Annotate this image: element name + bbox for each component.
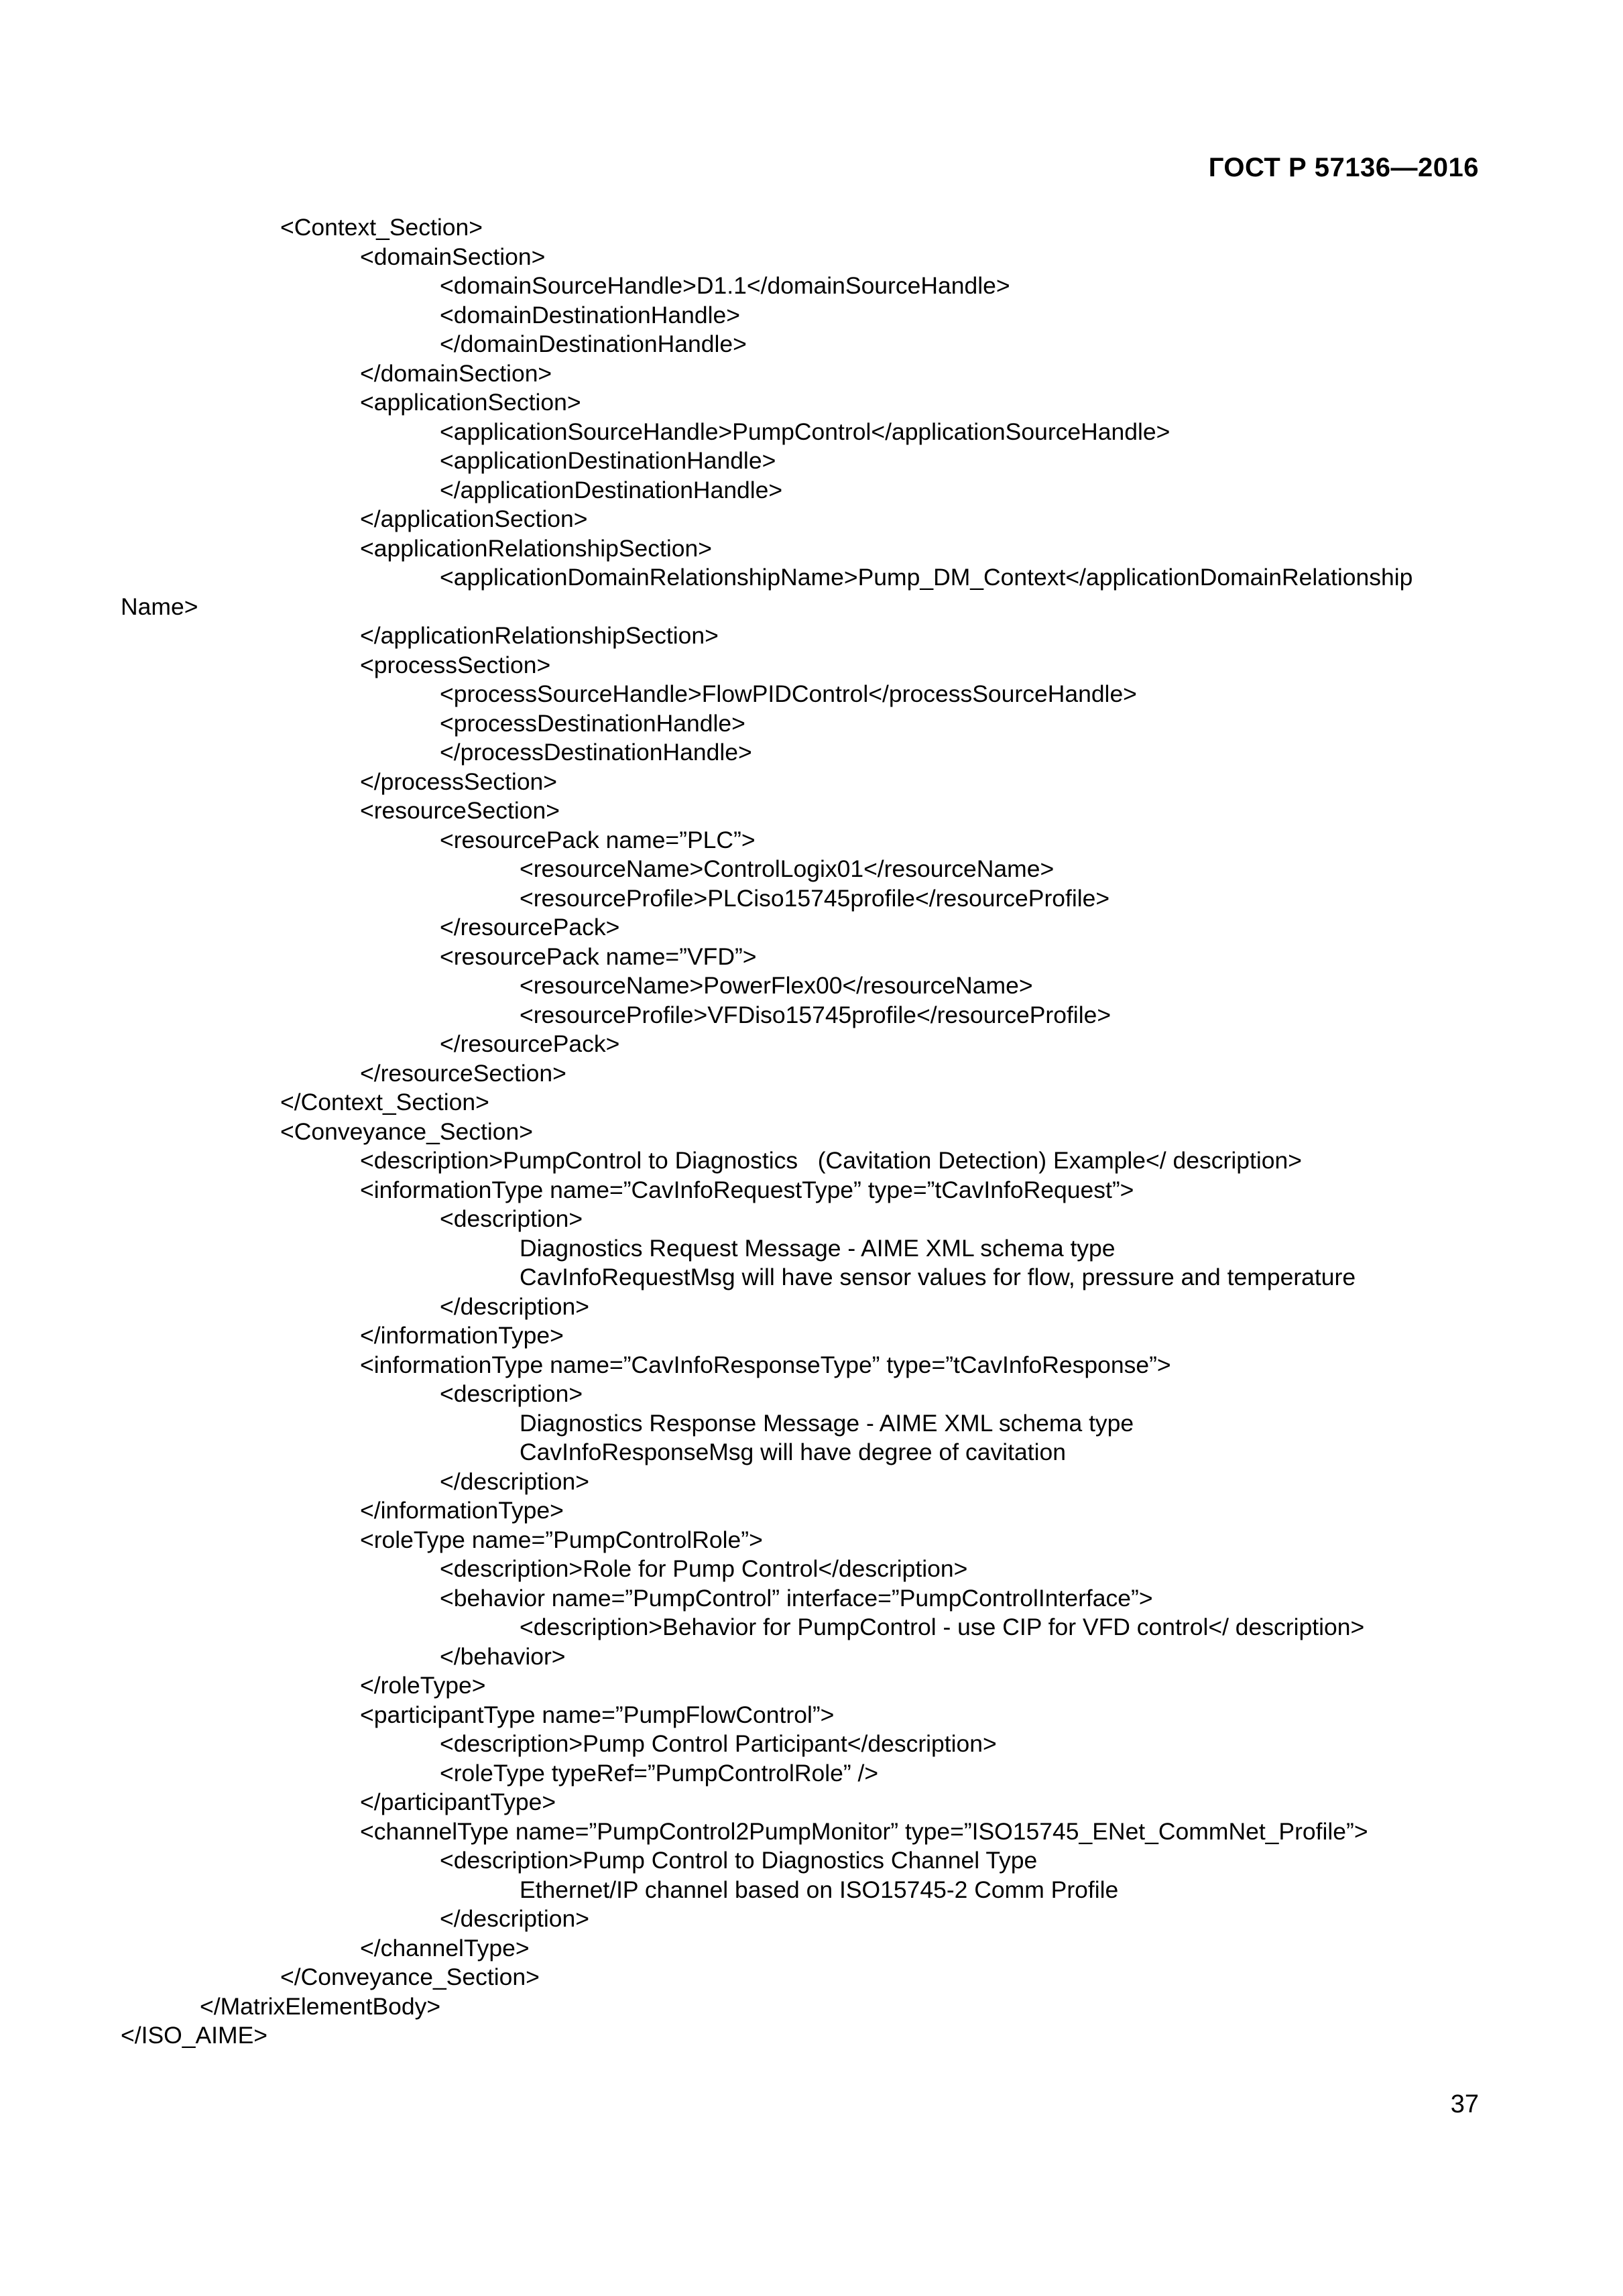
code-line: [0, 884, 1623, 914]
code-line-text: <description>: [440, 1205, 583, 1232]
code-line: [0, 621, 1623, 651]
code-line: [0, 301, 1623, 330]
code-line-text: </roleType>: [360, 1672, 486, 1699]
code-line-text: <participantType name=”PumpFlowControl”>: [360, 1701, 835, 1728]
code-line: [0, 1526, 1623, 1555]
code-line: [0, 2021, 1623, 2051]
code-line: [0, 1701, 1623, 1730]
code-line: [0, 1030, 1623, 1059]
code-line: [0, 476, 1623, 505]
code-line: [0, 651, 1623, 680]
code-line: [0, 1321, 1623, 1351]
code-line-text: Diagnostics Request Message - AIME XML schema type: [520, 1234, 1116, 1262]
code-line-text: <domainDestinationHandle>: [440, 301, 740, 328]
code-line-text: <resourceSection>: [360, 797, 560, 824]
code-line: [0, 418, 1623, 447]
code-line: [0, 1730, 1623, 1759]
code-line: [0, 1846, 1623, 1876]
code-line-text: CavInfoResponseMsg will have degree of cavitation: [520, 1439, 1066, 1465]
code-line: [0, 1496, 1623, 1526]
code-line-text: <processSourceHandle>FlowPIDControl</processSourceHandle>: [440, 680, 1137, 707]
code-line: [0, 1176, 1623, 1205]
code-line: [0, 271, 1623, 301]
code-line: [0, 1876, 1623, 1905]
xml-code-listing: [0, 213, 1623, 2051]
code-line: [0, 1117, 1623, 1147]
code-line: [0, 709, 1623, 739]
code-line-text: <roleType name=”PumpControlRole”>: [360, 1526, 763, 1553]
code-line: [0, 1555, 1623, 1584]
code-line: [0, 1788, 1623, 1817]
code-line-text: </informationType>: [360, 1497, 564, 1524]
code-line-text: </informationType>: [360, 1322, 564, 1349]
code-line-text: <description>Pump Control Participant</description>: [440, 1730, 997, 1757]
code-line-text: <channelType name=”PumpControl2PumpMonitor” type=”ISO15745_ENet_CommNet_Profile”>: [360, 1817, 1368, 1845]
code-line-text: <informationType name=”CavInfoResponseType” type=”tCavInfoResponse”>: [360, 1351, 1171, 1378]
code-line: [0, 534, 1623, 564]
code-line-text: </processDestinationHandle>: [440, 739, 752, 766]
code-line: [0, 1263, 1623, 1292]
code-line-text: <roleType typeRef=”PumpControlRole” />: [440, 1759, 879, 1787]
code-line-text: </applicationRelationshipSection>: [360, 622, 719, 649]
code-line: [0, 1409, 1623, 1439]
code-line: [0, 1380, 1623, 1409]
code-line-text: <resourceProfile>PLCiso15745profile</resourceProfile>: [520, 884, 1110, 912]
code-line-text: <description>Behavior for PumpControl - use CIP for VFD control</ description>: [520, 1614, 1365, 1640]
code-line-text: CavInfoRequestMsg will have sensor values for flow, pressure and temperature: [520, 1264, 1356, 1290]
code-line: [0, 1205, 1623, 1234]
code-line-text: </applicationDestinationHandle>: [440, 476, 783, 503]
code-line: [0, 796, 1623, 826]
code-line-text: <processDestinationHandle>: [440, 709, 745, 737]
code-line-text: <applicationRelationshipSection>: [360, 534, 712, 562]
code-line-text: </description>: [440, 1467, 590, 1495]
code-line: [0, 243, 1623, 272]
code-line-text: <resourceProfile>VFDiso15745profile</resourceProfile>: [520, 1001, 1111, 1028]
code-line-text: <behavior name=”PumpControl” interface=”PumpControlInterface”>: [440, 1584, 1153, 1612]
code-line-text: </description>: [440, 1292, 590, 1320]
code-line-text: </participantType>: [360, 1789, 556, 1815]
code-line: [0, 593, 1623, 622]
code-line-text: </MatrixElementBody>: [200, 1992, 441, 2020]
code-line-text: <applicationSourceHandle>PumpControl</applicationSourceHandle>: [440, 418, 1170, 445]
code-line-text: </resourceSection>: [360, 1059, 566, 1087]
code-line-text: </ISO_AIME>: [121, 2022, 268, 2049]
code-line-text: <description>: [440, 1380, 583, 1407]
code-line-text: <domainSourceHandle>D1.1</domainSourceHandle>: [440, 272, 1010, 299]
code-line: [0, 1584, 1623, 1614]
code-line-text: <description>Pump Control to Diagnostics Channel Type: [440, 1847, 1038, 1874]
code-line: [0, 855, 1623, 884]
code-line-text: <processSection>: [360, 651, 551, 678]
code-line: [0, 680, 1623, 709]
code-line: [0, 826, 1623, 855]
code-line: [0, 1905, 1623, 1934]
code-line: [0, 446, 1623, 476]
code-line-text: Diagnostics Response Message - AIME XML schema type: [520, 1409, 1134, 1437]
code-line: [0, 1292, 1623, 1322]
code-line-text: <Conveyance_Section>: [280, 1117, 533, 1145]
code-line: [0, 1234, 1623, 1264]
code-line-text: Name>: [121, 593, 198, 620]
code-line: [0, 1963, 1623, 1992]
document-header: ГОСТ Р 57136—2016: [1208, 153, 1479, 182]
code-line: [0, 1613, 1623, 1642]
code-line-text: </Conveyance_Section>: [280, 1963, 540, 1990]
code-line: [0, 738, 1623, 768]
code-line: [0, 1438, 1623, 1467]
code-line-text: </Context_Section>: [280, 1089, 489, 1115]
code-line-text: </domainSection>: [360, 359, 552, 387]
code-line: [0, 943, 1623, 972]
code-line-text: <Context_Section>: [280, 214, 483, 241]
code-line-text: <applicationDomainRelationshipName>Pump_DM_Context</applicationDomainRelationship: [440, 564, 1413, 591]
code-line: [0, 213, 1623, 243]
code-line-text: <informationType name=”CavInfoRequestType” type=”tCavInfoRequest”>: [360, 1176, 1134, 1203]
code-line-text: <applicationSection>: [360, 389, 581, 416]
code-line-text: </resourcePack>: [440, 1030, 620, 1057]
code-line: [0, 913, 1623, 943]
code-line-text: <resourceName>PowerFlex00</resourceName>: [520, 972, 1033, 999]
code-line: [0, 768, 1623, 797]
code-line: [0, 1759, 1623, 1789]
code-line: [0, 1467, 1623, 1497]
code-line: [0, 1642, 1623, 1672]
code-line: [0, 359, 1623, 389]
code-line: [0, 505, 1623, 534]
code-line-text: </processSection>: [360, 768, 558, 795]
code-line-text: </resourcePack>: [440, 914, 620, 941]
code-line: [0, 1088, 1623, 1117]
code-line: [0, 330, 1623, 359]
code-line: [0, 1059, 1623, 1089]
code-line-text: <description>PumpControl to Diagnostics (Cavitation Detection) Example</ description>: [360, 1147, 1302, 1174]
code-line-text: </behavior>: [440, 1642, 566, 1670]
code-line-text: <description>Role for Pump Control</description>: [440, 1555, 968, 1582]
code-line: [0, 1671, 1623, 1701]
code-line: [0, 563, 1623, 593]
code-line-text: <resourcePack name=”VFD”>: [440, 943, 757, 970]
code-line: [0, 1817, 1623, 1847]
code-line: [0, 1146, 1623, 1176]
code-line-text: Ethernet/IP channel based on ISO15745-2 Comm Profile: [520, 1876, 1119, 1903]
code-line-text: <domainSection>: [360, 243, 546, 270]
code-line: [0, 1351, 1623, 1380]
code-line-text: <resourcePack name=”PLC”>: [440, 826, 756, 853]
code-line: [0, 1992, 1623, 2022]
code-line-text: </channelType>: [360, 1934, 530, 1961]
code-line: [0, 971, 1623, 1001]
code-line-text: <applicationDestinationHandle>: [440, 447, 776, 474]
code-line: [0, 1934, 1623, 1963]
page-number: 37: [1450, 2090, 1479, 2118]
code-line-text: </applicationSection>: [360, 505, 588, 532]
code-line: [0, 1001, 1623, 1030]
code-line: [0, 388, 1623, 418]
code-line-text: <resourceName>ControlLogix01</resourceName>: [520, 855, 1055, 882]
code-line-text: </description>: [440, 1905, 590, 1932]
code-line-text: </domainDestinationHandle>: [440, 330, 747, 357]
